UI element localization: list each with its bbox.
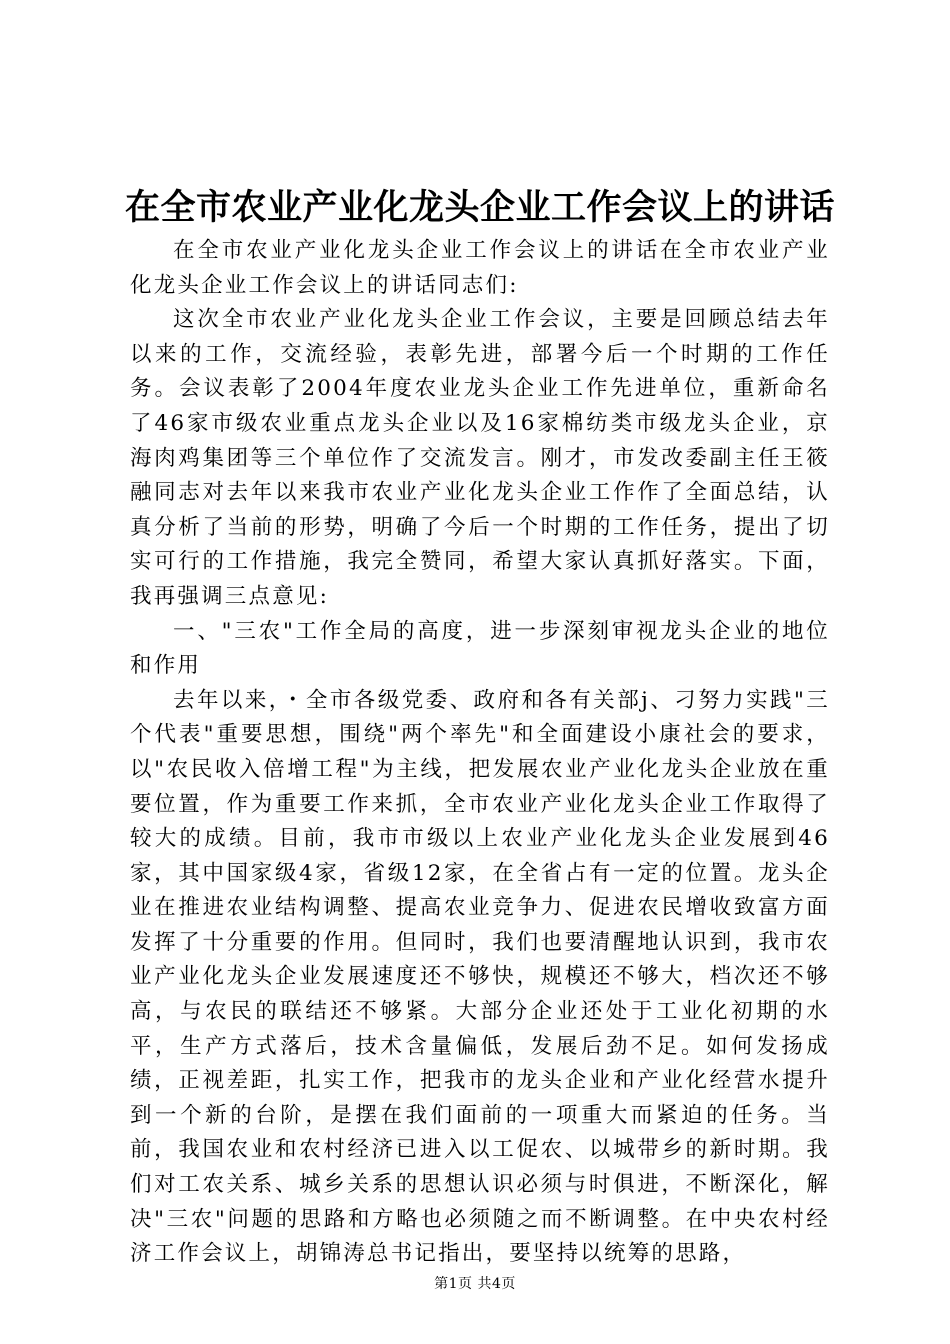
paragraph-intro: 在全市农业产业化龙头企业工作会议上的讲话在全市农业产业化龙头企业工作会议上的讲话同志们:	[130, 238, 830, 298]
paragraph-overview: 这次全市农业产业化龙头企业工作会议，主要是回顾总结去年以来的工作，交流经验，表彰先进，部署今后一个时期的工作任务。会议表彰了2004年度农业龙头企业工作先进单位，重新命名了46家市级农业重点龙头企业以及16家棉纺类市级龙头企业，京海肉鸡集团等三个单位作了交流发言。刚才，市发改委副主任王筱融同志对去年以来我市农业产业化龙头企业工作作了全面总结，认真分析了当前的形势，明确了今后一个时期的工作任务，提出了切实可行的工作措施，我完全赞同，希望大家认真抓好落实。下面，我再强调三点意见:	[130, 307, 830, 609]
document-title: 在全市农业产业化龙头企业工作会议上的讲话	[124, 188, 835, 228]
document-body	[130, 234, 830, 1272]
paragraph-progress: 去年以来，・全市各级党委、政府和各有关部j、刁努力实践"三个代表"重要思想，围绕"两个率先"和全面建设小康社会的要求，以"农民收入倍增工程"为主线，把发展农业产业化龙头企业放在重要位置，作为重要工作来抓，全市农业产业化龙头企业工作取得了较大的成绩。目前，我市市级以上农业产业化龙头企业发展到46家，其中国家级4家，省级12家，在全省占有一定的位置。龙头企业在推进农业结构调整、提高农业竞争力、促进农民增收致富方面发挥了十分重要的作用。但同时，我们也要清醒地认识到，我市农业产业化龙头企业发展速度还不够快，规模还不够大，档次还不够高，与农民的联结还不够紧。大部分企业还处于工业化初期的水平，生产方式落后，技术含量偏低，发展后劲不足。如何发扬成绩，正视差距，扎实工作，把我市的龙头企业和产业化经营水提升到一个新的台阶，是摆在我们面前的一项重大而紧迫的任务。当前，我国农业和农村经济已进入以工促农、以城带乡的新时期。我们对工农关系、城乡关系的思想认识必须与时俱进，不断深化，解决"三农"问题的思路和方略也必须随之而不断调整。在中央农村经济工作会议上，胡锦涛总书记指出，要坚持以统筹的思路，	[130, 687, 830, 1267]
section-heading-one: 一、"三农"工作全局的高度，进一步深刻审视龙头企业的地位和作用	[130, 618, 830, 679]
page-footer: 第1页 共4页	[434, 1276, 516, 1292]
